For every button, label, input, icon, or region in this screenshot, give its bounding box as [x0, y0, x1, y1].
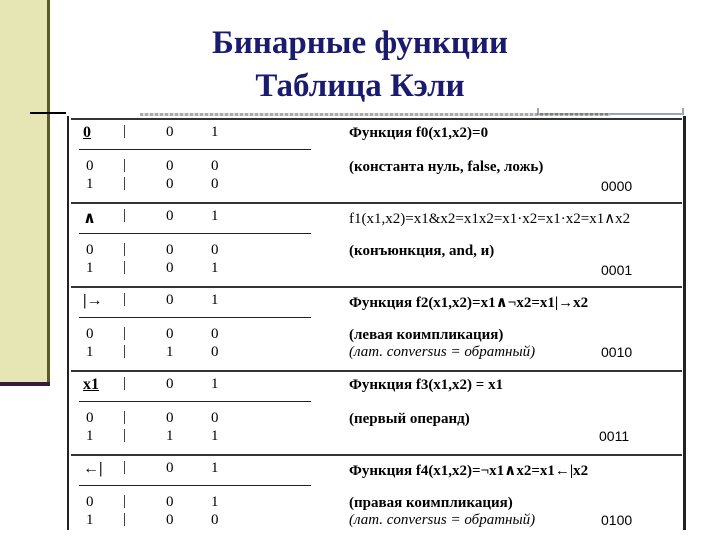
function-description: (левая коимпликация) [349, 327, 504, 343]
cell-0-1: 0 [211, 158, 219, 174]
page-subtitle: Таблица Кэли [255, 68, 465, 104]
divider-glyph: | [123, 259, 127, 275]
header-col-0: 0 [166, 376, 174, 392]
cell-0-1: 0 [211, 242, 219, 258]
header-col-0: 0 [166, 124, 174, 140]
function-block-0 [69, 118, 684, 198]
block-separator [71, 286, 682, 288]
function-code: 0010 [601, 344, 633, 360]
cell-1-0: 1 [166, 428, 174, 444]
cell-1-1: 0 [211, 344, 219, 360]
divider-glyph: | [123, 409, 127, 425]
cell-0-0: 0 [166, 158, 174, 174]
row-label-0: 0 [86, 494, 94, 510]
block-separator [71, 370, 682, 372]
function-code: 0000 [601, 178, 633, 194]
function-block-2 [69, 286, 684, 366]
header-col-1: 1 [211, 292, 219, 308]
cell-0-1: 0 [211, 410, 219, 426]
function-formula: Функция f2(x1,x2)=x1∧¬x2=x1|→x2 [349, 295, 589, 311]
row-label-1: 1 [86, 260, 94, 276]
cell-0-0: 0 [166, 410, 174, 426]
block-separator [71, 454, 682, 456]
row-label-0: 0 [86, 410, 94, 426]
function-formula: Функция f4(x1,x2)=¬x1∧x2=x1←|x2 [349, 463, 589, 479]
divider-glyph: | [123, 325, 127, 341]
function-formula: Функция f3(x1,x2) = x1 [349, 377, 504, 393]
cell-1-1: 1 [211, 428, 219, 444]
block-separator [71, 202, 682, 204]
function-note: (лат. conversus = обратный) [349, 344, 536, 360]
function-formula: Функция f0(x1,x2)=0 [349, 125, 489, 141]
function-description: (правая коимпликация) [349, 495, 513, 511]
divider-glyph: | [123, 157, 127, 173]
cell-1-0: 0 [166, 176, 174, 192]
cell-1-0: 0 [166, 260, 174, 276]
header-col-1: 1 [211, 460, 219, 476]
header-rule [79, 401, 311, 402]
divider-glyph: | [123, 291, 127, 307]
block-separator [71, 118, 682, 120]
divider-glyph: | [123, 511, 127, 527]
row-label-0: 0 [86, 158, 94, 174]
divider-glyph: | [123, 207, 127, 223]
row-label-1: 1 [86, 176, 94, 192]
function-code: 0100 [601, 512, 633, 528]
operator-symbol: ∧ [83, 210, 96, 227]
cell-1-0: 1 [166, 344, 174, 360]
function-note: (лат. conversus = обратный) [349, 512, 536, 528]
cell-0-1: 1 [211, 494, 219, 510]
operator-symbol: |→ [83, 292, 103, 309]
cell-1-1: 0 [211, 176, 219, 192]
header-rule [79, 233, 311, 234]
cell-1-0: 0 [166, 512, 174, 528]
operator-symbol: 0 [83, 124, 91, 141]
cell-1-1: 0 [211, 512, 219, 528]
header-col-0: 0 [166, 460, 174, 476]
function-description: (конъюнкция, and, и) [349, 243, 495, 259]
function-block-1 [69, 202, 684, 282]
divider-glyph: | [123, 175, 127, 191]
divider-glyph: | [123, 123, 127, 139]
row-label-0: 0 [86, 242, 94, 258]
cell-0-0: 0 [166, 326, 174, 342]
function-formula: f1(x1,x2)=x1&x2=x1x2=x1·x2=x1·x2=x1∧x2 [349, 211, 631, 227]
header-col-0: 0 [166, 292, 174, 308]
header-col-1: 1 [211, 124, 219, 140]
divider-glyph: | [123, 493, 127, 509]
operator-symbol: x1 [83, 376, 99, 393]
header-col-1: 1 [211, 376, 219, 392]
function-block-4 [69, 454, 684, 534]
row-label-1: 1 [86, 512, 94, 528]
row-label-0: 0 [86, 326, 94, 342]
header-rule [79, 485, 311, 486]
divider-glyph: | [123, 427, 127, 443]
header-col-1: 1 [211, 208, 219, 224]
cayley-table-document [67, 116, 686, 530]
divider-glyph: | [123, 459, 127, 475]
divider-glyph: | [123, 343, 127, 359]
function-description: (первый операнд) [349, 411, 470, 427]
function-code: 0001 [601, 262, 633, 278]
operator-symbol: ←| [83, 460, 103, 477]
cell-0-0: 0 [166, 494, 174, 510]
row-label-1: 1 [86, 428, 94, 444]
cell-0-0: 0 [166, 242, 174, 258]
cell-1-1: 1 [211, 260, 219, 276]
header-rule [79, 317, 311, 318]
cell-0-1: 0 [211, 326, 219, 342]
divider-glyph: | [123, 375, 127, 391]
divider-glyph: | [123, 241, 127, 257]
function-block-3 [69, 370, 684, 450]
page-title: Бинарные функции [212, 25, 508, 61]
accent-rule [0, 382, 50, 386]
header-col-0: 0 [166, 208, 174, 224]
function-description: (константа нуль, false, ложь) [349, 159, 544, 175]
header-rule [79, 149, 311, 150]
row-label-1: 1 [86, 344, 94, 360]
title-underline [30, 112, 66, 114]
function-code: 0011 [599, 428, 630, 444]
